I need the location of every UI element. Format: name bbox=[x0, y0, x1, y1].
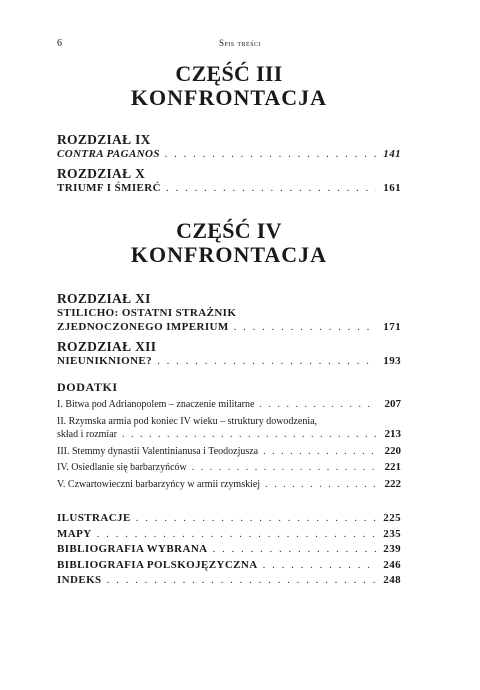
appendix-2-page: 213 bbox=[384, 428, 401, 440]
chapter-10-title: TRIUMF I ŚMIERĆ bbox=[57, 182, 161, 194]
leader-dots bbox=[122, 428, 376, 442]
leader-dots bbox=[97, 527, 376, 543]
appendix-3-page: 220 bbox=[384, 444, 401, 457]
index-title: INDEKS bbox=[57, 574, 102, 586]
part-3-name: KONFRONTACJA bbox=[130, 85, 328, 110]
chapter-11-title-line-1: STILICHO: OSTATNI STRAŻNIK bbox=[57, 307, 237, 319]
bibliography-page: 239 bbox=[383, 543, 401, 555]
toc-entry-appendix-1[interactable] bbox=[57, 398, 401, 412]
leader-dots bbox=[234, 320, 376, 334]
chapter-12-label: ROZDZIAŁ XII bbox=[57, 339, 157, 354]
appendices-label: DODATKI bbox=[57, 380, 118, 394]
maps-page: 235 bbox=[383, 527, 401, 540]
appendix-5-page: 222 bbox=[384, 477, 401, 490]
chapter-11-label: ROZDZIAŁ XI bbox=[57, 291, 151, 306]
appendix-2-title: skład i rozmiar bbox=[57, 429, 117, 440]
toc-entry-appendix-4[interactable] bbox=[57, 461, 401, 475]
toc-entry-appendix-3[interactable] bbox=[57, 445, 401, 459]
appendix-3-title: III. Stemmy dynastii Valentinianusa i Teodozjusza bbox=[57, 445, 259, 457]
toc-entry-bibliography[interactable] bbox=[57, 542, 401, 558]
appendix-1-title: I. Bitwa pod Adrianopolem – znaczenie militarne bbox=[57, 399, 255, 410]
toc-entry-index[interactable] bbox=[57, 573, 401, 589]
part-3-label: CZĘŚĆ III bbox=[175, 61, 283, 86]
part-3-heading bbox=[57, 62, 401, 110]
leader-dots bbox=[265, 478, 376, 492]
appendix-1-page: 207 bbox=[384, 398, 401, 410]
chapter-10-page: 161 bbox=[383, 182, 401, 194]
leader-dots bbox=[165, 147, 376, 161]
chapter-9-title: CONTRA PAGANOS bbox=[57, 148, 160, 160]
polish-bibliography-title: BIBLIOGRAFIA POLSKOJĘZYCZNA bbox=[57, 558, 258, 571]
part-4-label: CZĘŚĆ IV bbox=[176, 218, 282, 243]
part-4-heading bbox=[57, 219, 401, 267]
leader-dots bbox=[166, 181, 376, 195]
maps-title: MAPY bbox=[57, 527, 92, 540]
toc-entry-appendix-5[interactable] bbox=[57, 478, 401, 492]
toc-entry-polish-bibliography[interactable] bbox=[57, 558, 401, 574]
leader-dots bbox=[263, 445, 376, 459]
appendix-2-title-line-1: II. Rzymska armia pod koniec IV wieku – struktury dowodzenia, bbox=[57, 415, 318, 427]
leader-dots bbox=[192, 461, 376, 475]
leader-dots bbox=[107, 573, 376, 589]
leader-dots bbox=[157, 354, 376, 368]
index-page: 248 bbox=[383, 574, 401, 586]
toc-entry-chapter-12[interactable] bbox=[57, 354, 401, 368]
toc-entry-chapter-11[interactable] bbox=[57, 320, 401, 334]
chapter-12-page: 193 bbox=[383, 355, 401, 367]
leader-dots bbox=[136, 511, 376, 527]
chapter-10-label: ROZDZIAŁ X bbox=[57, 166, 146, 181]
appendix-4-page: 221 bbox=[384, 461, 401, 473]
polish-bibliography-page: 246 bbox=[383, 558, 401, 571]
toc-entry-illustrations[interactable] bbox=[57, 511, 401, 527]
running-head: Spis treści bbox=[218, 38, 262, 48]
toc-entry-chapter-9[interactable] bbox=[57, 147, 401, 161]
chapter-11-title-line-2: ZJEDNOCZONEGO IMPERIUM bbox=[57, 321, 229, 333]
illustrations-page: 225 bbox=[383, 512, 401, 524]
part-4-name: KONFRONTACJA bbox=[130, 242, 328, 267]
chapter-12-title: NIEUNIKNIONE? bbox=[57, 355, 153, 367]
toc-entry-chapter-10[interactable] bbox=[57, 181, 401, 195]
toc-entry-appendix-2[interactable] bbox=[57, 428, 401, 442]
table-of-contents bbox=[57, 62, 401, 589]
appendix-4-title: IV. Osiedlanie się barbarzyńców bbox=[57, 462, 187, 473]
bibliography-title: BIBLIOGRAFIA WYBRANA bbox=[57, 543, 208, 555]
chapter-9-page: 141 bbox=[383, 148, 401, 160]
chapter-11-page: 171 bbox=[383, 321, 401, 333]
leader-dots bbox=[263, 558, 376, 574]
chapter-9-label: ROZDZIAŁ IX bbox=[57, 132, 151, 147]
appendix-5-title: V. Czwartowieczni barbarzyńcy w armii rzymskiej bbox=[57, 478, 261, 490]
leader-dots bbox=[259, 398, 376, 412]
page-number: 6 bbox=[57, 38, 62, 49]
leader-dots bbox=[213, 542, 376, 558]
illustrations-title: ILUSTRACJE bbox=[57, 512, 131, 524]
toc-entry-maps[interactable] bbox=[57, 527, 401, 543]
